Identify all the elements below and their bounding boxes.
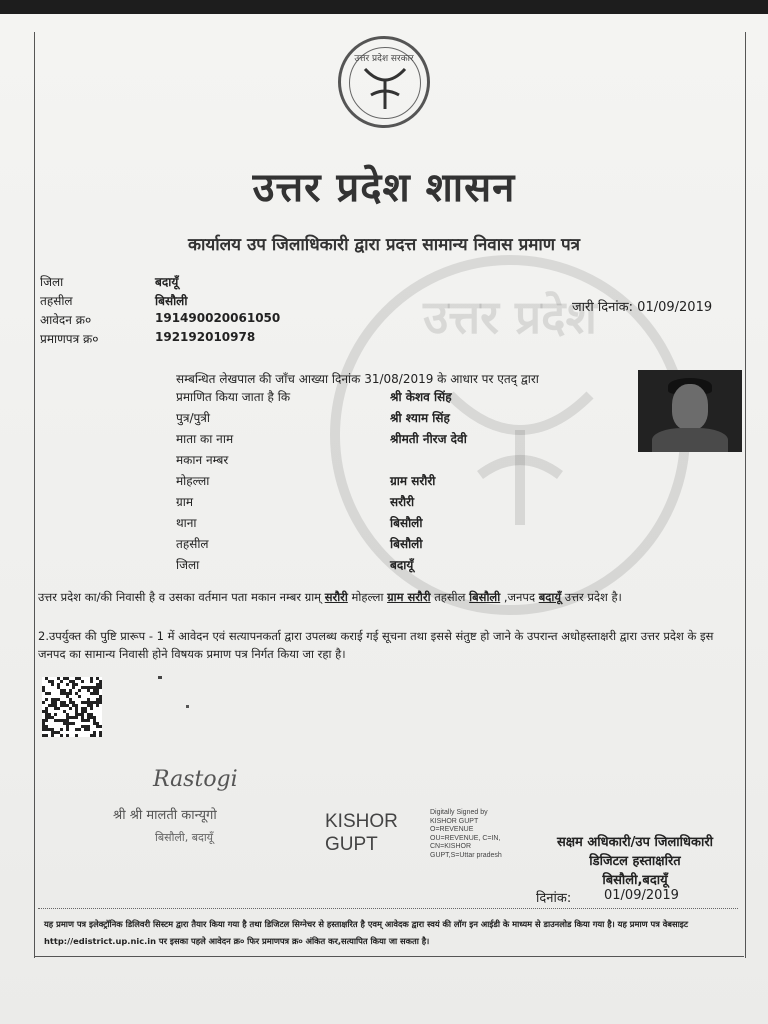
detail-value-district: बदायूँ xyxy=(390,558,414,572)
applicant-name: श्री केशव सिंह xyxy=(390,390,452,404)
state-emblem xyxy=(338,36,430,128)
residence-paragraph xyxy=(38,588,738,606)
photo-face xyxy=(672,384,708,430)
officer-date-value: 01/09/2019 xyxy=(604,888,679,903)
detail-value-tehsil: बिसौली xyxy=(390,537,423,551)
certificate-subtitle: कार्यालय उप जिलाधिकारी द्वारा प्रदत्त सामान्य निवास प्रमाण पत्र xyxy=(187,235,581,255)
para1-tehsil: बिसौली xyxy=(469,590,501,604)
para1-mohalla: ग्राम सरौरी xyxy=(387,590,431,604)
detail-label-village: ग्राम xyxy=(176,495,194,509)
signatory-stamp-place: बिसौली, बदायूँ xyxy=(155,831,214,844)
meta-value-tehsil: बिसौली xyxy=(155,294,188,308)
detail-label-house-no: मकान नम्बर xyxy=(176,453,229,467)
qr-code xyxy=(42,677,102,737)
digital-signature-details: Digitally Signed by KISHOR GUPT O=REVENUE OU=REVENUE, C=IN, CN=KISHOR GUPT,S=Uttar pradesh xyxy=(430,809,502,859)
detail-value-village: सरौरी xyxy=(390,495,415,509)
detail-label-district: जिला xyxy=(176,558,200,572)
scan-speck xyxy=(158,676,162,679)
photo-body xyxy=(652,428,728,452)
para1-district: बदायूँ xyxy=(538,590,562,604)
meta-label-certificate-no: प्रमाणपत्र क्र० xyxy=(40,332,99,346)
intro-line-1: सम्बन्धित लेखपाल की जाँच आख्या दिनांक 31/08/2019 के आधार पर एतद् द्वारा xyxy=(176,372,539,386)
para1-part4: ,जनपद xyxy=(500,590,539,604)
emblem-text: उत्तर प्रदेश सरकार xyxy=(354,54,414,64)
detail-label-parent: पुत्र/पुत्री xyxy=(176,411,211,425)
page-bottom-border xyxy=(34,956,744,957)
detail-label-mother: माता का नाम xyxy=(176,432,234,446)
detail-value-mother: श्रीमती नीरज देवी xyxy=(390,432,467,446)
page-title: उत्तर प्रदेश शासन xyxy=(252,165,516,211)
detail-value-police-station: बिसौली xyxy=(390,516,423,530)
applicant-photo xyxy=(638,370,742,452)
meta-value-certificate-no: 192192010978 xyxy=(155,330,256,344)
officer-date-label: दिनांक: xyxy=(536,891,572,906)
meta-value-district: बदायूँ xyxy=(155,275,179,289)
meta-label-district: जिला xyxy=(40,275,64,289)
scan-speck xyxy=(186,705,189,708)
detail-value-parent: श्री श्याम सिंह xyxy=(390,411,450,425)
footer-disclaimer: यह प्रमाण पत्र इलेक्ट्रॉनिक डिलिवरी सिस्टम द्वारा तैयार किया गया है तथा डिजिटल सिग्नेचर से हस्ताक्षरित है एवम् आवेदक द्वारा स्वयं की लॉग इन आईडी के माध्यम से डाउनलोड किया गया है। यह प्रमाण पत्र वेबसाइट http://edistrict.up.nic.in पर इसका पहले आवेदन क्र० फिर प्रमाणपत्र क्र० अंकित कर,सत्यापित किया जा सकता है। xyxy=(44,919,689,946)
detail-value-mohalla: ग्राम सरौरी xyxy=(390,474,436,488)
digital-signer-name: KISHOR GUPT xyxy=(325,811,398,855)
footer-divider xyxy=(38,908,738,909)
detail-label-police-station: थाना xyxy=(176,516,197,530)
confirmation-paragraph: 2.उपर्युक्त की पुष्टि प्रारूप - 1 में आवेदन एवं सत्यापनकर्ता द्वारा उपलब्ध कराई गई सूचना तथा इससे संतुष्ट हो जाने के उपरान्त अधोहस्ताक्षरी द्वारा उत्तर प्रदेश के इस जनपद का सामान्य निवासी होने विषयक प्रमाण पत्र निर्गत किया जा रहा है। xyxy=(38,629,714,661)
detail-label-tehsil: तहसील xyxy=(176,537,209,551)
qr-code-icon xyxy=(42,677,102,737)
meta-value-application-no: 191490020061050 xyxy=(155,311,281,325)
trident-fish-icon xyxy=(359,61,411,113)
issue-date: जारी दिनांक: 01/09/2019 xyxy=(572,300,713,315)
watermark-text: उत्तर प्रदेश xyxy=(423,290,597,344)
para1-part1: उत्तर प्रदेश का/की निवासी है व उसका वर्तमान पता मकान नम्बर ग्राम् xyxy=(38,590,325,604)
para1-part2: मोहल्ला xyxy=(347,590,388,604)
para1-part3: तहसील xyxy=(430,590,470,604)
competent-officer-block: सक्षम अधिकारी/उप जिलाधिकारी डिजिटल हस्ताक्षरित बिसौली,बदायूँ xyxy=(556,835,714,888)
intro-line-2: प्रमाणित किया जाता है कि xyxy=(176,390,291,404)
scan-top-edge xyxy=(0,0,768,14)
meta-label-application-no: आवेदन क्र० xyxy=(40,313,92,327)
meta-label-tehsil: तहसील xyxy=(40,294,73,308)
detail-label-mohalla: मोहल्ला xyxy=(176,474,210,488)
para1-part5: उत्तर प्रदेश है। xyxy=(561,590,622,604)
handwritten-signature: Rastogi xyxy=(153,767,238,792)
signatory-stamp-name: श्री श्री मालती कान्यूगो xyxy=(113,808,217,823)
para1-village: सरौरी xyxy=(324,590,348,604)
